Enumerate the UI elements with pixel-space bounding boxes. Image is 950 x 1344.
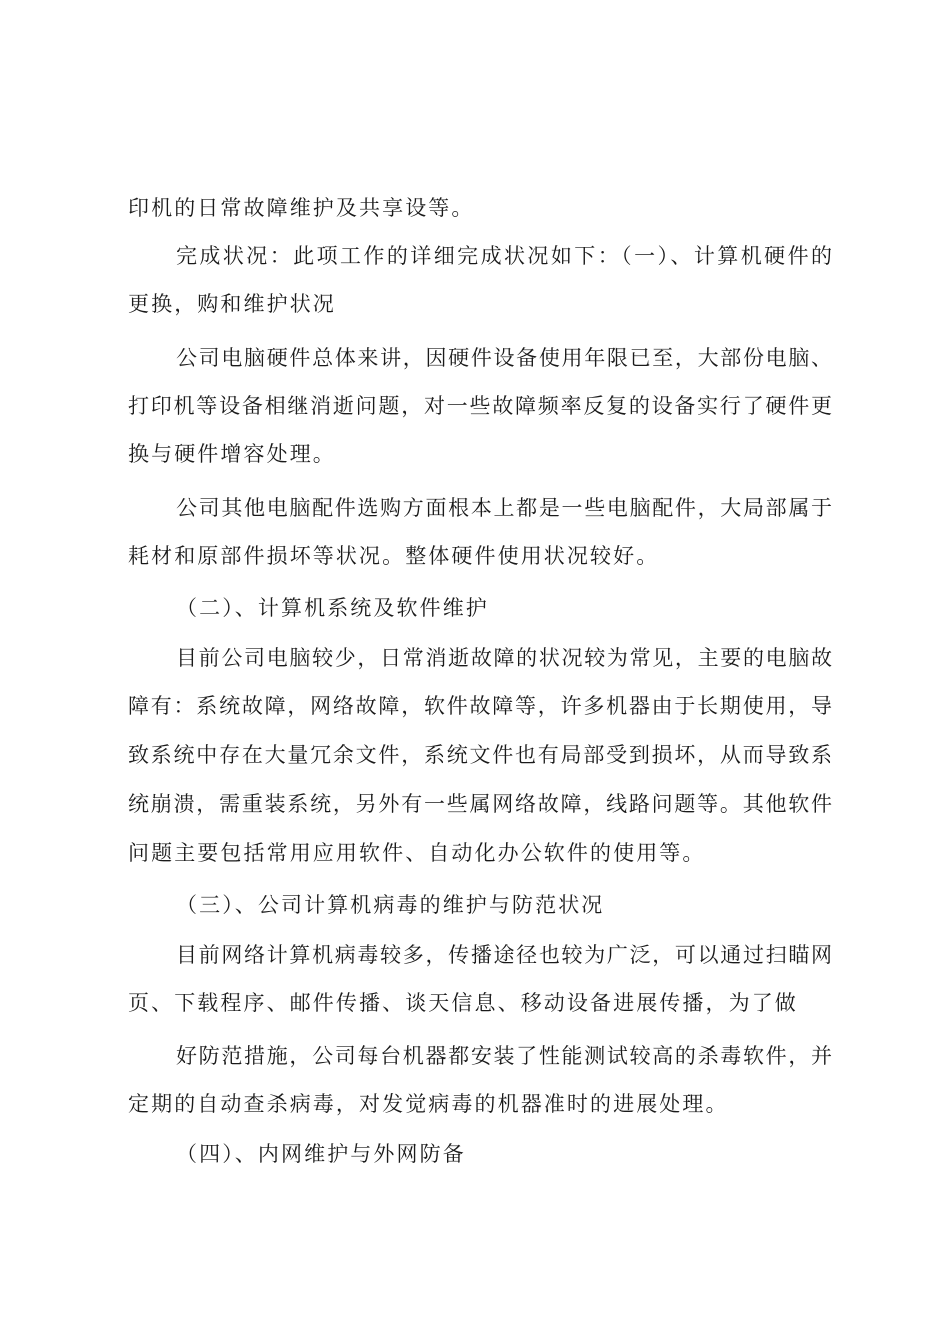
text-line: 统崩溃，需重装系统，另外有一些属网络故障，线路问题等。其他软件 [128,792,832,816]
text-line: 致系统中存在大量冗余文件，系统文件也有局部受到损坏，从而导致系 [128,743,832,767]
text-line: 问题主要包括常用应用软件、自动化办公软件的使用等。 [128,841,706,865]
text-line: 完成状况：此项工作的详细完成状况如下：（一）、计算机硬件的 [176,244,832,268]
text-line: 定期的自动查杀病毒，对发觉病毒的机器准时的进展处理。 [128,1092,729,1116]
text-line: 目前公司电脑较少，日常消逝故障的状况较为常见，主要的电脑故 [176,646,832,670]
text-line: 公司电脑硬件总体来讲，因硬件设备使用年限已至，大部份电脑、 [176,346,832,370]
text-line: 目前网络计算机病毒较多，传播途径也较为广泛，可以通过扫瞄网 [176,943,832,967]
text-line: 更换，购和维护状况 [128,292,336,316]
text-line: 耗材和原部件损坏等状况。整体硬件使用状况较好。 [128,544,660,568]
text-line: 页、下载程序、邮件传播、谈天信息、移动设备进展传播，为了做 [128,991,798,1015]
text-line: 障有：系统故障，网络故障，软件故障等，许多机器由于长期使用，导 [128,694,832,718]
section-heading: （二）、计算机系统及软件维护 [176,596,489,620]
text-line: 换与硬件增容处理。 [128,442,336,466]
text-line: 印机的日常故障维护及共享设等。 [128,196,475,220]
section-heading: （四）、内网维护与外网防备 [176,1142,466,1166]
section-heading: （三）、公司计算机病毒的维护与防范状况 [176,893,605,917]
text-line: 公司其他电脑配件选购方面根本上都是一些电脑配件，大局部属于 [176,496,832,520]
text-line: 好防范措施，公司每台机器都安装了性能测试较高的杀毒软件，并 [176,1044,832,1068]
text-line: 打印机等设备相继消逝问题，对一些故障频率反复的设备实行了硬件更 [128,394,832,418]
